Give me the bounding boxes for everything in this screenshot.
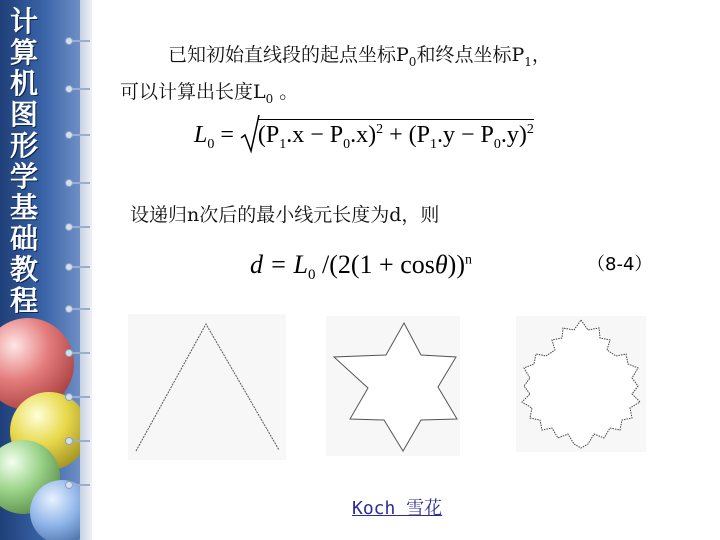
length-formula	[194, 114, 534, 154]
formula-part: ))	[447, 250, 465, 279]
bullet-marker	[66, 436, 90, 446]
recursion-formula	[250, 250, 472, 284]
koch-snowflake-link[interactable]: Koch 雪花	[352, 498, 443, 519]
sidebar-title-char: 形	[9, 129, 38, 162]
formula-part: .y − P	[437, 122, 494, 148]
subscript: 0	[265, 91, 274, 106]
equation-number: （8-4）	[587, 254, 653, 275]
bullet-marker	[66, 84, 90, 94]
bullet-marker	[66, 480, 90, 490]
text-line-2	[120, 77, 298, 106]
formula-part: /(2(1 + cos	[315, 250, 435, 279]
formula-part: =	[214, 122, 240, 148]
text-line-2-part: 可以计算出长度L	[120, 81, 266, 103]
bullet-marker	[66, 36, 90, 46]
bullet-marker	[66, 348, 90, 358]
sidebar-title-char: 基	[9, 191, 38, 224]
bullet-marker	[66, 130, 90, 140]
text-line-1-part: 已知初始直线段的起点坐标P	[168, 44, 409, 66]
sidebar-title-char: 机	[9, 67, 38, 100]
subscript: 0	[207, 136, 215, 152]
text-line-3: 设递归n次后的最小线元长度为d，则	[130, 204, 440, 226]
text-line-1-part: ，	[531, 44, 551, 66]
formula-part: .x)	[350, 122, 377, 148]
bullet-marker	[66, 304, 90, 314]
formula-part: .x − P	[286, 122, 344, 148]
sidebar-title-char: 教	[9, 253, 38, 286]
koch-star-figure	[326, 316, 460, 456]
superscript: 2	[526, 122, 534, 137]
koch-snowflake-figure	[516, 316, 646, 452]
koch-step-triangle	[128, 314, 286, 460]
koch-step-snowflake	[516, 316, 646, 452]
sidebar-title-char: 学	[9, 160, 38, 193]
bullet-marker	[66, 222, 90, 232]
koch-step-star	[326, 316, 460, 456]
subscript: 1	[524, 54, 532, 69]
sidebar-title-char: 程	[9, 284, 38, 317]
subscript: 1	[279, 136, 287, 152]
subscript: 0	[408, 54, 417, 69]
formula-part: + (P	[383, 122, 431, 148]
subscript: 0	[343, 136, 351, 152]
subscript: 0	[308, 267, 316, 284]
text-line-2-part: 。	[273, 81, 299, 103]
koch-triangle-figure	[128, 314, 286, 460]
sidebar-title-char: 计	[9, 5, 38, 38]
formula-part: (P	[257, 122, 280, 148]
bullet-marker	[66, 262, 90, 272]
text-line-1	[168, 40, 551, 69]
bullet-marker	[66, 392, 90, 402]
formula-symbol: L	[194, 122, 208, 148]
text-line-1-part: 和终点坐标P	[416, 44, 525, 66]
sidebar-title	[6, 6, 42, 316]
sidebar-title-char: 图	[9, 98, 38, 131]
superscript: n	[465, 252, 472, 268]
subscript: 0	[493, 136, 501, 152]
theta-symbol: θ	[434, 250, 448, 279]
formula-part: .y)	[500, 122, 527, 148]
sidebar-title-char: 算	[9, 36, 38, 69]
sqrt-sign-icon	[240, 114, 260, 154]
subscript: 1	[430, 136, 438, 152]
bullet-marker	[66, 178, 90, 188]
superscript: 2	[376, 122, 384, 137]
formula-part: d = L	[250, 250, 309, 279]
sidebar-title-char: 础	[9, 222, 38, 255]
sqrt-radicand	[257, 119, 534, 152]
